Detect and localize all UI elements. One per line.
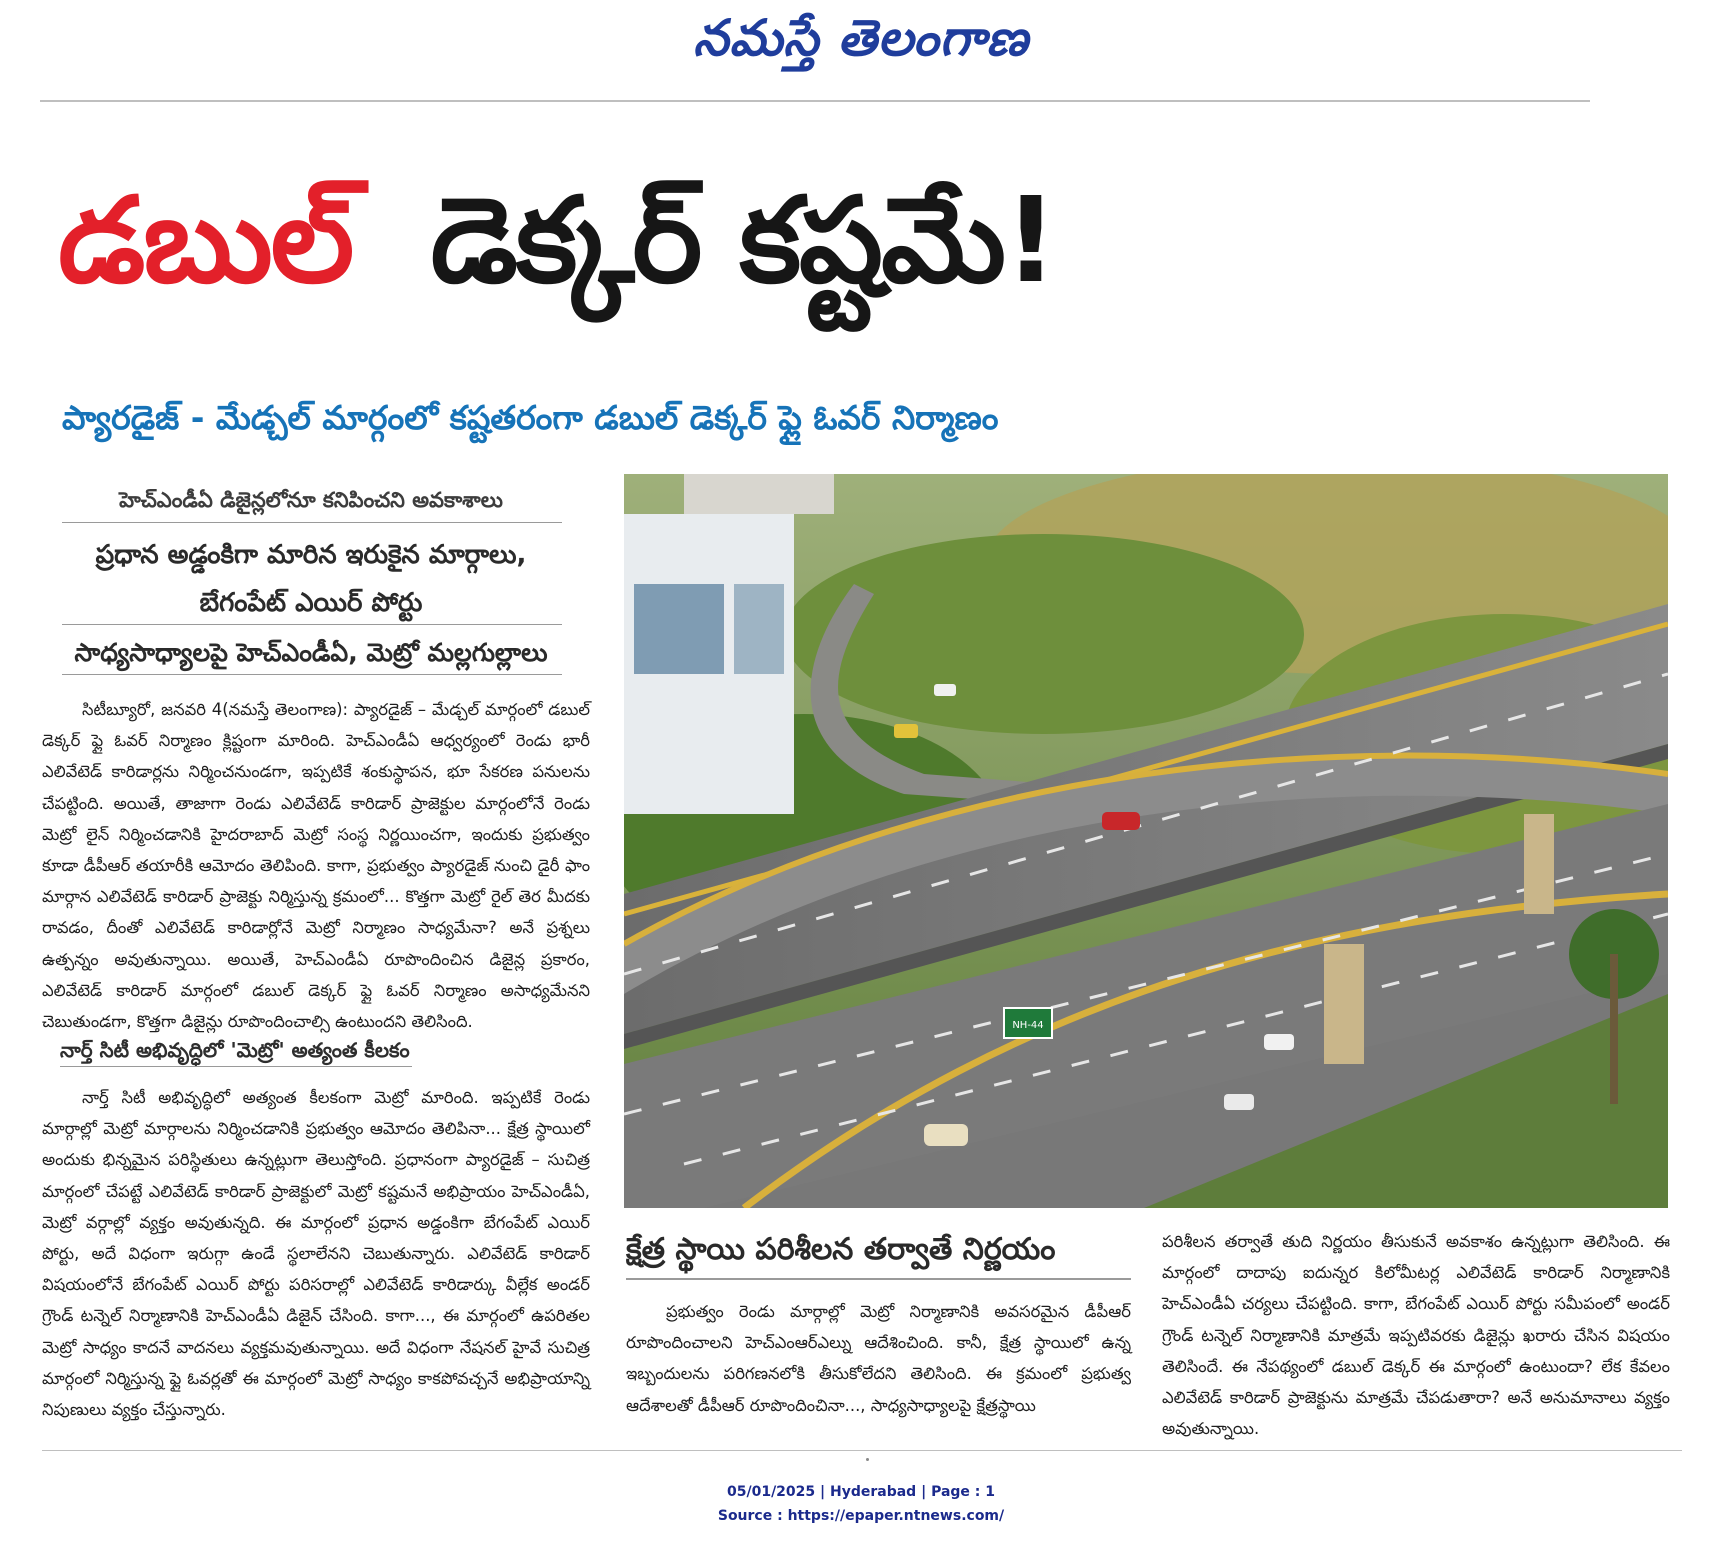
article-paragraph-4: పరిశీలన తర్వాతే తుది నిర్ణయం తీసుకునే అవకాశం ఉన్నట్లుగా తెలిసింది. ఈ మార్గంలో దాదాపు ఐదున్నర కిలోమీటర్ల ఎలివేటెడ్ కారిడార్ నిర్మాణానికి హెచ్ఎండీఏ చర్యలు చేపట్టింది. కాగా, బేగంపేట్ ఎయిర్ పోర్టు సమీపంలో అండర్ గ్రౌండ్ టన్నెల్ నిర్మాణానికి మాత్రమే ఇప్పటివరకు డిజైన్లు ఖరారు చేసిన విషయం తెలిసిందే. ఈ నేపథ్యంలో డబుల్ డెక్కర్ ఈ మార్గంలో ఉంటుందా? లేక కేవలం ఎలివేటెడ్ కారిడార్ ప్రాజెక్టును మాత్రమే చేపడుతారా? అనే అనుమానాలు వ్యక్తం అవుతున్నాయి. — [1162, 1232, 1670, 1439]
kicker-divider-3 — [62, 674, 562, 675]
page-marker-dot — [866, 1458, 869, 1461]
masthead-logo: నమస్తే తెలంగాణ — [693, 8, 1029, 67]
flyover-photo-illustration — [624, 474, 1668, 1208]
section-heading-field-inspection: క్షేత్ర స్థాయి పరిశీలన తర్వాతే నిర్ణయం — [626, 1232, 1056, 1267]
article-paragraph-1: సిటీబ్యూరో, జనవరి 4(నమస్తే తెలంగాణ): ప్యారడైజ్ – మేడ్చల్ మార్గంలో డబుల్ డెక్కర్ ఫ్లై ఓవర్ నిర్మాణం క్లిష్టంగా మారింది. హెచ్ఎండీఏ ఆధ్వర్యంలో రెండు భారీ ఎలివేటెడ్ కారిడార్లను నిర్మించనుండగా, ఇప్పటికే శంకుస్థాపన, భూ సేకరణ పనులను చేపట్టింది. అయితే, తాజాగా రెండు ఎలివేటెడ్ కారిడార్ ప్రాజెక్టుల మార్గంలోనే రెండు మెట్రో లైన్ నిర్మించడానికి హైదరాబాద్ మెట్రో సంస్థ నిర్ణయించగా, ఇందుకు ప్రభుత్వం కూడా డీపీఆర్ తయారీకి ఆమోదం తెలిపింది. కాగా, ప్రభుత్వం ప్యారడైజ్ నుంచి డైరీ ఫాం మార్గాన ఎలివేటెడ్ కారిడార్ ప్రాజెక్టు నిర్మిస్తున్న క్రమంలో... కొత్తగా మెట్రో రైల్ తెర మీదకు రావడం, దీంతో ఎలివేటెడ్ కారిడార్లోనే మెట్రో నిర్మాణం సాధ్యమేనా? అనే ప్రశ్నలు ఉత్పన్నం అవుతున్నాయి. అయితే, హెచ్ఎండీఏ రూపొందించిన డిజైన్ల ప్రకారం, ఎలివేటెడ్ కారిడార్ మార్గంలో డబుల్ డెక్కర్ ఫ్లై ఓవర్ నిర్మాణం అసాధ్యమేనని చెబుతుండగా, కొత్తగా డిజైన్లు రూపొందించాల్సి ఉంటుందని తెలిసింది. — [42, 700, 590, 1032]
page-bottom-divider — [42, 1450, 1682, 1451]
section-heading-divider — [60, 1066, 412, 1067]
headline-red-part: డబుల్ — [58, 171, 353, 309]
kicker-divider-1 — [62, 522, 562, 523]
masthead-divider — [40, 100, 1590, 102]
headline-black-part: డెక్కర్ కష్టమే! — [430, 171, 1056, 309]
kicker-3: బేగంపేట్ ఎయిర్ పోర్టు — [199, 588, 423, 618]
kicker-1: హెచ్ఎండీఏ డిజైన్లలోనూ కనిపించని అవకాశాలు — [119, 488, 503, 512]
flyover-photo — [624, 474, 1668, 1208]
section2-divider — [626, 1278, 1131, 1280]
subheadline: ప్యారడైజ్ - మేడ్చల్ మార్గంలో కష్టతరంగా డబుల్ డెక్కర్ ఫ్లై ఓవర్ నిర్మాణం — [62, 398, 999, 437]
kicker-4: సాధ్యసాధ్యాలపై హెచ్ఎండీఏ, మెట్రో మల్లగుల్లాలు — [74, 638, 548, 667]
kicker-2: ప్రధాన అడ్డంకిగా మారిన ఇరుకైన మార్గాలు, — [95, 540, 527, 570]
headline — [58, 150, 1658, 330]
section-heading-north-city: నార్త్ సిటీ అభివృద్ధిలో 'మెట్రో' అత్యంత కీలకం — [60, 1038, 410, 1062]
footer-date-edition: 05/01/2025 | Hyderabad | Page : 1 — [726, 1484, 996, 1500]
article-paragraph-2: నార్త్ సిటీ అభివృద్ధిలో అత్యంత కీలకంగా మెట్రో మారింది. ఇప్పటికే రెండు మార్గాల్లో మెట్రో మార్గాలను నిర్మించడానికి ప్రభుత్వం ఆమోదం తెలిపినా... క్షేత్ర స్థాయిలో అందుకు భిన్నమైన పరిస్థితులు ఉన్నట్లుగా తెలుస్తోంది. ప్రధానంగా ప్యారడైజ్ – సుచిత్ర మార్గంలో చేపట్టే ఎలివేటెడ్ కారిడార్ ప్రాజెక్టులో మెట్రో కష్టమనే అభిప్రాయం హెచ్ఎండీఏ, మెట్రో వర్గాల్లో వ్యక్తం అవుతున్నది. ఈ మార్గంలో ప్రధాన అడ్డంకిగా బేగంపేట్ ఎయిర్ పోర్టు, అదే విధంగా ఇరుగ్గా ఉండే స్థలాలేనని చెబుతున్నారు. ఎలివేటెడ్ కారిడార్ విషయంలోనే బేగంపేట్ ఎయిర్ పోర్టు పరిసరాల్లో ఎలివేటెడ్ కారిడార్కు వీల్లేక అండర్ గ్రౌండ్ టన్నెల్ నిర్మాణానికి హెచ్ఎండీఏ డిజైన్ చేసింది. కాగా..., ఈ మార్గంలో ఉపరితల మెట్రో సాధ్యం కాదనే వాదనలు వ్యక్తమవుతున్నాయి. అదే విధంగా నేషనల్ హైవే సుచిత్ర మార్గంలో నిర్మిస్తున్న ఫ్లై ఓవర్లతో ఈ మార్గంలో మెట్రో సాధ్యం కాకపోవచ్చనే అభిప్రాయాన్ని నిపుణులు వ్యక్తం చేస్తున్నారు. — [42, 1088, 590, 1420]
kicker-divider-2 — [62, 624, 562, 625]
highway-sign-text: NH-44 — [1012, 1020, 1044, 1031]
article-paragraph-3: ప్రభుత్వం రెండు మార్గాల్లో మెట్రో నిర్మాణానికి అవసరమైన డీపీఆర్ రూపొందించాలని హెచ్ఎంఆర్ఎల్ను ఆదేశించింది. కానీ, క్షేత్ర స్థాయిలో ఉన్న ఇబ్బందులను పరిగణనలోకి తీసుకోలేదని తెలిసింది. ఈ క్రమంలో ప్రభుత్వ ఆదేశాలతో డీపీఆర్ రూపొందించినా..., సాధ్యసాధ్యాలపై క్షేత్రస్థాయి — [626, 1302, 1131, 1415]
footer-source-link[interactable]: Source : https://epaper.ntnews.com/ — [717, 1508, 1005, 1524]
